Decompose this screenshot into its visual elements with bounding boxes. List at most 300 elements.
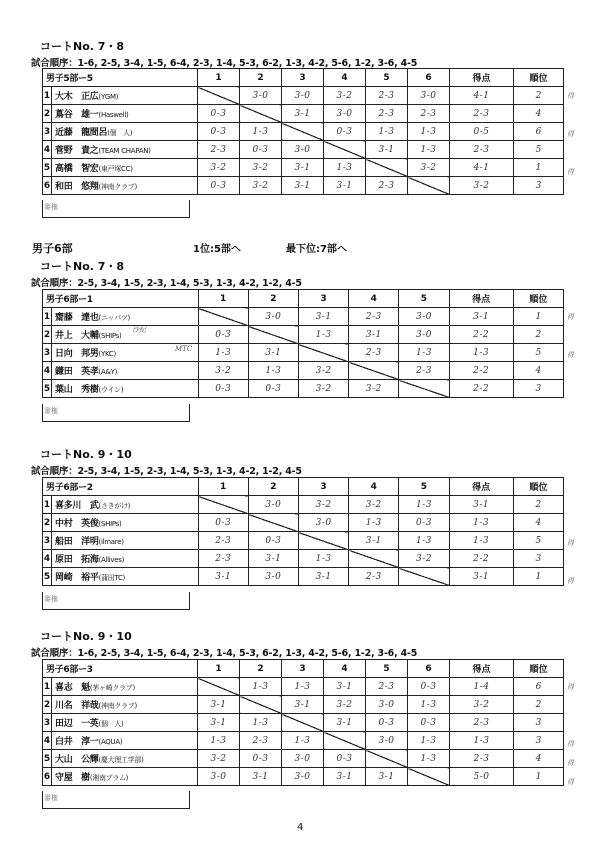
player-club: (茅ヶ崎クラブ) <box>89 684 135 692</box>
match-result: 3-1 <box>282 177 324 195</box>
rank-cell: 1 <box>513 568 563 586</box>
rank-header: 順位 <box>513 290 563 308</box>
handwritten-side-mark: 得 <box>567 130 574 138</box>
match-result: 3-0 <box>399 308 449 326</box>
opponent-col-header: 1 <box>198 290 248 308</box>
player-name-cell <box>52 714 198 732</box>
referee-box <box>42 592 190 610</box>
rank-cell: 2 <box>514 87 564 105</box>
player-number: 3 <box>43 123 52 141</box>
match-result: 0-3 <box>408 714 450 732</box>
opponent-col-header: 3 <box>298 290 348 308</box>
self-match-cell <box>298 532 348 550</box>
table-row <box>43 732 564 750</box>
match-result: 3-1 <box>248 344 298 362</box>
table-header-row <box>43 660 564 678</box>
match-result: 3-2 <box>298 380 348 398</box>
table-row <box>43 344 564 362</box>
player-club: (ilmare) <box>98 538 124 546</box>
match-result: 3-0 <box>399 326 449 344</box>
match-result: 0-3 <box>198 123 240 141</box>
match-result: 3-2 <box>240 177 282 195</box>
self-match-cell <box>366 750 408 768</box>
match-result: 1-3 <box>282 732 324 750</box>
match-result: 1-3 <box>324 159 366 177</box>
points-cell: 5-0 <box>450 768 514 786</box>
match-result: 3-1 <box>282 159 324 177</box>
self-match-cell <box>349 550 399 568</box>
table-row <box>43 87 564 105</box>
match-result: 2-3 <box>366 678 408 696</box>
points-cell: 2-3 <box>450 105 514 123</box>
player-number: 2 <box>43 105 52 123</box>
match-result: 0-3 <box>198 380 248 398</box>
match-result: 0-3 <box>198 514 248 532</box>
self-match-cell <box>408 768 450 786</box>
self-match-cell <box>248 326 298 344</box>
match-result: 3-0 <box>408 87 450 105</box>
match-result: 2-3 <box>408 105 450 123</box>
match-result: 0-3 <box>240 750 282 768</box>
opponent-col-header: 6 <box>408 69 450 87</box>
page-number: 4 <box>297 822 304 833</box>
player-number: 3 <box>43 714 52 732</box>
round-robin-table <box>42 289 564 398</box>
player-name: 近藤 龍間呂 <box>55 128 108 138</box>
match-result: 3-1 <box>298 568 348 586</box>
handwritten-side-mark: 得 <box>567 539 574 547</box>
player-number: 2 <box>43 696 52 714</box>
player-name: 井上 大輔 <box>55 331 99 341</box>
rank-cell: 1 <box>514 768 564 786</box>
rank-cell: 4 <box>513 362 563 380</box>
table-row <box>43 326 564 344</box>
match-result: 3-2 <box>324 87 366 105</box>
self-match-cell <box>298 344 348 362</box>
match-result: 0-3 <box>399 514 449 532</box>
player-name: 田辺 一英 <box>55 719 99 729</box>
points-cell: 2-2 <box>449 326 513 344</box>
match-result: 2-3 <box>366 105 408 123</box>
player-club: (AQUA) <box>98 738 123 746</box>
player-number: 3 <box>43 532 52 550</box>
rank-cell: 1 <box>514 159 564 177</box>
points-cell: 1-4 <box>450 678 514 696</box>
self-match-cell <box>349 362 399 380</box>
player-number: 5 <box>43 750 52 768</box>
opponent-col-header: 6 <box>408 660 450 678</box>
handwritten-side-mark: 得 <box>567 92 574 100</box>
opponent-col-header: 3 <box>282 69 324 87</box>
player-name: 菅野 貴之 <box>55 146 99 156</box>
match-result: 3-2 <box>198 159 240 177</box>
player-name: 齋藤 達也 <box>55 313 99 323</box>
opponent-col-header: 5 <box>366 660 408 678</box>
table-header-row <box>43 69 564 87</box>
referee-label: 審権 <box>44 407 58 415</box>
rank-header: 順位 <box>514 660 564 678</box>
player-club: (神南クラブ) <box>98 702 137 710</box>
player-club: (SHIPs) <box>98 332 122 340</box>
player-number: 5 <box>43 159 52 177</box>
handwritten-side-mark: 得 <box>567 577 574 585</box>
self-match-cell <box>399 380 449 398</box>
handwritten-side-mark: 得 <box>567 778 574 786</box>
match-result: 1-3 <box>240 123 282 141</box>
handwritten-side-mark: 得 <box>567 168 574 176</box>
referee-box <box>42 200 190 218</box>
rank-cell: 6 <box>514 678 564 696</box>
rank-header: 順位 <box>514 69 564 87</box>
opponent-col-header: 5 <box>399 478 449 496</box>
player-name-cell <box>52 326 199 344</box>
self-match-cell <box>324 732 366 750</box>
rank-cell: 5 <box>513 344 563 362</box>
court-label: コートNo. 9・10 <box>40 630 132 643</box>
rank-cell: 3 <box>514 177 564 195</box>
match-result: 3-0 <box>282 87 324 105</box>
points-cell: 3-1 <box>449 496 513 514</box>
opponent-col-header: 3 <box>282 660 324 678</box>
rank-cell: 4 <box>514 750 564 768</box>
rank-cell: 2 <box>513 496 563 514</box>
court-label: コートNo. 7・8 <box>40 260 125 273</box>
points-cell: 3-2 <box>450 696 514 714</box>
group-name: 男子5部ー5 <box>43 69 198 87</box>
player-name: 喜志 魁 <box>55 683 90 693</box>
opponent-col-header: 4 <box>324 69 366 87</box>
player-club: (Allives) <box>98 556 125 564</box>
match-result: 2-3 <box>399 362 449 380</box>
points-header: 得点 <box>449 478 513 496</box>
match-result: 1-3 <box>298 326 348 344</box>
round-robin-table <box>42 68 564 195</box>
player-name-cell <box>52 308 199 326</box>
opponent-col-header: 5 <box>366 69 408 87</box>
player-club: (東戸塚CC) <box>98 165 133 173</box>
player-number: 1 <box>43 678 52 696</box>
table-row <box>43 177 564 195</box>
player-club: (蒲田TC) <box>98 574 125 582</box>
referee-box <box>42 791 190 809</box>
points-header: 得点 <box>450 660 514 678</box>
court-label: コートNo. 7・8 <box>40 40 125 53</box>
player-name: 川名 祥哉 <box>55 701 99 711</box>
points-header: 得点 <box>449 290 513 308</box>
player-club: (個 人) <box>98 720 124 728</box>
opponent-col-header: 4 <box>349 478 399 496</box>
opponent-col-header: 1 <box>198 660 240 678</box>
table-header-row <box>43 290 564 308</box>
table-row <box>43 550 564 568</box>
player-name: 喜多川 武 <box>55 501 99 511</box>
player-name-cell <box>52 768 198 786</box>
points-cell: 2-2 <box>449 362 513 380</box>
handwritten-scribble: 沙紀 <box>132 326 146 334</box>
match-result: 2-3 <box>198 550 248 568</box>
rank-cell: 5 <box>513 532 563 550</box>
match-result: 1-3 <box>248 362 298 380</box>
match-result: 1-3 <box>408 141 450 159</box>
table-row <box>43 380 564 398</box>
match-result: 1-3 <box>399 532 449 550</box>
match-result: 3-1 <box>349 532 399 550</box>
player-number: 6 <box>43 768 52 786</box>
match-result: 0-3 <box>248 380 298 398</box>
match-result: 3-1 <box>198 696 240 714</box>
player-number: 4 <box>43 141 52 159</box>
opponent-col-header: 1 <box>198 478 248 496</box>
rank-cell: 4 <box>514 105 564 123</box>
handwritten-scribble: MTC <box>175 345 193 353</box>
match-result: 3-1 <box>349 326 399 344</box>
match-result: 3-2 <box>298 362 348 380</box>
match-order: 試合順序：2-5, 3-4, 1-5, 2-3, 1-4, 5-3, 1-3, 4-2, 1-2, 4-5 <box>31 466 302 477</box>
player-club: (さきがけ) <box>98 502 131 510</box>
opponent-col-header: 2 <box>240 69 282 87</box>
match-result: 1-3 <box>408 750 450 768</box>
match-result: 3-2 <box>298 496 348 514</box>
match-result: 1-3 <box>282 678 324 696</box>
match-result: 1-3 <box>399 496 449 514</box>
player-name-cell <box>52 696 198 714</box>
match-result: 3-1 <box>324 177 366 195</box>
points-cell: 1-3 <box>449 344 513 362</box>
match-result: 3-0 <box>282 750 324 768</box>
self-match-cell <box>366 159 408 177</box>
match-result: 3-2 <box>408 159 450 177</box>
match-result: 1-3 <box>399 344 449 362</box>
opponent-col-header: 3 <box>298 478 348 496</box>
match-result: 3-1 <box>298 308 348 326</box>
player-name: 和田 悠翔 <box>55 182 99 192</box>
match-result: 2-3 <box>366 177 408 195</box>
match-result: 3-1 <box>282 696 324 714</box>
self-match-cell <box>198 496 248 514</box>
opponent-col-header: 2 <box>248 290 298 308</box>
match-result: 0-3 <box>198 326 248 344</box>
player-club: (YGM) <box>98 93 119 101</box>
player-name: 大木 正広 <box>55 92 99 102</box>
match-result: 0-3 <box>240 141 282 159</box>
player-name: 葉山 秀樹 <box>55 385 99 395</box>
player-name: 船田 洋明 <box>55 537 99 547</box>
player-club: (慶大理工学部) <box>98 756 144 764</box>
match-order: 試合順序：1-6, 2-5, 3-4, 1-5, 6-4, 2-3, 1-4, 5-3, 6-2, 1-3, 4-2, 5-6, 1-2, 3-6, 4-5 <box>31 648 418 659</box>
player-club: (A&Y) <box>98 368 118 376</box>
match-order: 試合順序：2-5, 3-4, 1-5, 2-3, 1-4, 5-3, 1-3, 4-2, 1-2, 4-5 <box>31 278 302 289</box>
self-match-cell <box>198 308 248 326</box>
player-name: 白井 淳一 <box>55 737 99 747</box>
rank-cell: 2 <box>514 696 564 714</box>
self-match-cell <box>399 568 449 586</box>
points-cell: 4-1 <box>450 159 514 177</box>
match-result: 1-3 <box>240 678 282 696</box>
match-result: 2-3 <box>198 532 248 550</box>
match-result: 3-0 <box>248 496 298 514</box>
rank-cell: 3 <box>513 550 563 568</box>
match-order: 試合順序：1-6, 2-5, 3-4, 1-5, 6-4, 2-3, 1-4, 5-3, 6-2, 1-3, 4-2, 5-6, 1-2, 3-6, 4-5 <box>31 58 418 69</box>
player-club: (神南クラブ) <box>98 183 137 191</box>
player-name-cell <box>52 678 198 696</box>
match-result: 3-0 <box>282 768 324 786</box>
relegation-note: 最下位:7部へ <box>286 244 347 255</box>
rank-cell: 5 <box>514 141 564 159</box>
player-club: (ウイン) <box>98 386 124 394</box>
round-robin-table <box>42 659 564 786</box>
match-result: 3-0 <box>324 105 366 123</box>
match-result: 1-3 <box>198 732 240 750</box>
match-result: 2-3 <box>240 732 282 750</box>
match-result: 3-0 <box>282 141 324 159</box>
rank-cell: 2 <box>513 326 563 344</box>
player-name: 大山 公輝 <box>55 755 99 765</box>
opponent-col-header: 2 <box>248 478 298 496</box>
player-name-cell <box>52 732 198 750</box>
opponent-col-header: 4 <box>324 660 366 678</box>
player-club: (YKC) <box>98 350 116 358</box>
table-row <box>43 141 564 159</box>
points-cell: 2-3 <box>450 750 514 768</box>
rank-cell: 1 <box>513 308 563 326</box>
match-result: 3-1 <box>324 678 366 696</box>
player-number: 4 <box>43 732 52 750</box>
player-name: 蔦谷 雄一 <box>55 110 99 120</box>
player-name-cell <box>52 514 199 532</box>
group-name: 男子6部ー3 <box>43 660 198 678</box>
opponent-col-header: 4 <box>349 290 399 308</box>
match-result: 2-3 <box>198 141 240 159</box>
player-number: 5 <box>43 568 52 586</box>
match-result: 0-3 <box>408 678 450 696</box>
match-result: 3-0 <box>366 732 408 750</box>
match-result: 2-3 <box>349 344 399 362</box>
round-robin-table <box>42 477 564 586</box>
referee-label: 審権 <box>44 794 58 802</box>
group-name: 男子6部ー1 <box>43 290 199 308</box>
player-name-cell <box>52 496 199 514</box>
handwritten-side-mark: 得 <box>567 683 574 691</box>
table-row <box>43 123 564 141</box>
player-number: 5 <box>43 380 52 398</box>
handwritten-side-mark: 得 <box>567 351 574 359</box>
match-result: 3-1 <box>282 105 324 123</box>
player-name: 高橋 智宏 <box>55 164 99 174</box>
match-result: 3-0 <box>366 696 408 714</box>
match-result: 2-3 <box>349 308 399 326</box>
match-result: 3-1 <box>324 768 366 786</box>
match-result: 3-2 <box>349 380 399 398</box>
player-number: 1 <box>43 308 52 326</box>
player-name-cell <box>52 550 199 568</box>
points-cell: 0-5 <box>450 123 514 141</box>
points-header: 得点 <box>450 69 514 87</box>
table-row <box>43 362 564 380</box>
self-match-cell <box>240 696 282 714</box>
points-cell: 2-2 <box>449 380 513 398</box>
rank-header: 順位 <box>513 478 563 496</box>
player-club: (SHIPs) <box>98 520 122 528</box>
player-name: 日向 邦男 <box>55 349 99 359</box>
opponent-col-header: 1 <box>198 69 240 87</box>
opponent-col-header: 5 <box>399 290 449 308</box>
self-match-cell <box>282 123 324 141</box>
match-result: 0-3 <box>248 532 298 550</box>
match-result: 3-2 <box>240 159 282 177</box>
player-number: 1 <box>43 496 52 514</box>
self-match-cell <box>408 177 450 195</box>
match-result: 3-1 <box>324 714 366 732</box>
match-result: 3-0 <box>248 308 298 326</box>
match-result: 1-3 <box>408 732 450 750</box>
points-cell: 1-3 <box>449 532 513 550</box>
self-match-cell <box>324 141 366 159</box>
self-match-cell <box>248 514 298 532</box>
table-row <box>43 308 564 326</box>
player-name: 鎌田 英孝 <box>55 367 99 377</box>
player-name-cell <box>52 177 198 195</box>
handwritten-side-mark: 得 <box>567 313 574 321</box>
player-name: 原田 拓海 <box>55 555 99 565</box>
match-result: 3-0 <box>240 87 282 105</box>
referee-label: 審権 <box>44 203 58 211</box>
match-result: 3-0 <box>198 768 240 786</box>
player-name: 岡崎 裕平 <box>55 573 99 583</box>
self-match-cell <box>282 714 324 732</box>
promotion-note: 1位:5部へ <box>193 244 241 255</box>
table-header-row <box>43 478 564 496</box>
rank-cell: 3 <box>514 714 564 732</box>
points-cell: 3-2 <box>450 177 514 195</box>
match-result: 1-3 <box>366 123 408 141</box>
points-cell: 4-1 <box>450 87 514 105</box>
match-result: 1-3 <box>349 514 399 532</box>
points-cell: 2-3 <box>450 714 514 732</box>
rank-cell: 3 <box>513 380 563 398</box>
table-row <box>43 159 564 177</box>
table-row <box>43 678 564 696</box>
player-club: (Haswell) <box>98 111 129 119</box>
match-result: 3-0 <box>298 514 348 532</box>
player-name-cell <box>52 362 199 380</box>
player-number: 1 <box>43 87 52 105</box>
player-name-cell <box>52 159 198 177</box>
player-club: (TEAM CHAPAN) <box>98 147 151 155</box>
match-result: 0-3 <box>324 123 366 141</box>
table-row <box>43 532 564 550</box>
referee-box <box>42 404 190 422</box>
player-name-cell <box>52 380 199 398</box>
match-result: 0-3 <box>198 177 240 195</box>
table-row <box>43 568 564 586</box>
player-name-cell <box>52 141 198 159</box>
player-number: 4 <box>43 550 52 568</box>
handwritten-side-mark: 得 <box>567 740 574 748</box>
player-name-cell <box>52 532 199 550</box>
match-result: 3-1 <box>248 550 298 568</box>
points-cell: 1-3 <box>450 732 514 750</box>
match-result: 3-2 <box>399 550 449 568</box>
match-result: 1-3 <box>408 123 450 141</box>
match-result: 3-1 <box>240 768 282 786</box>
player-club: (ニッパツ) <box>98 314 130 322</box>
match-result: 0-3 <box>366 714 408 732</box>
self-match-cell <box>198 87 240 105</box>
self-match-cell <box>198 678 240 696</box>
player-number: 2 <box>43 514 52 532</box>
table-row <box>43 714 564 732</box>
points-cell: 3-1 <box>449 308 513 326</box>
